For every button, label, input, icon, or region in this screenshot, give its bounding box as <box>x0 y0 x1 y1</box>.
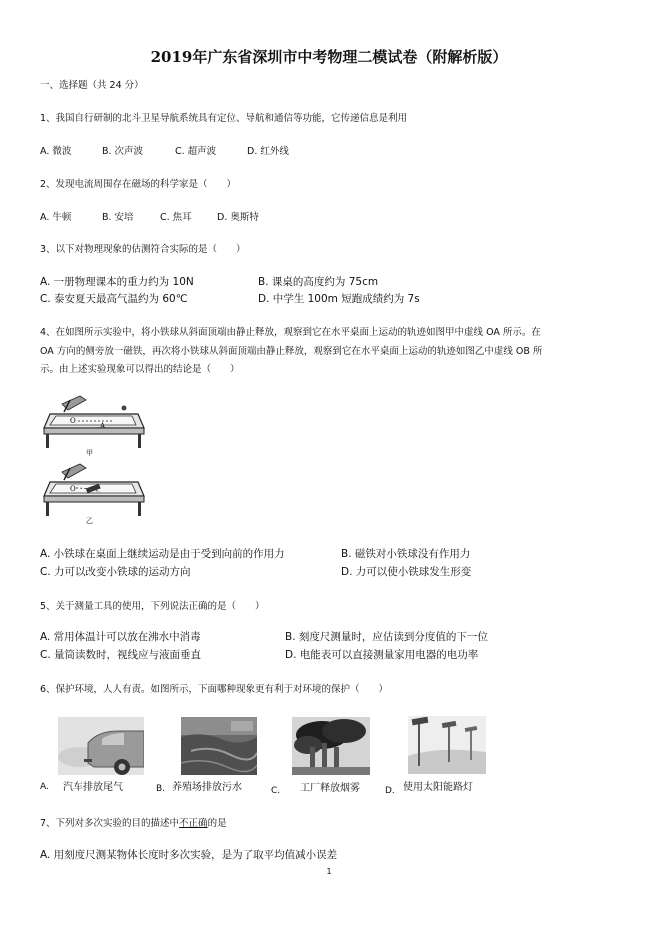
q4-option-c: C. 力可以改变小铁球的运动方向 <box>40 566 191 578</box>
question-7-stem-underlined: 不正确 <box>179 818 208 829</box>
q1-option-b: B. 次声波 <box>102 146 144 157</box>
q6-caption-c: 工厂释放烟雾 <box>300 783 360 794</box>
q2-option-b: B. 安培 <box>102 212 134 223</box>
q3-option-c: C. 泰安夏天最高气温约为 60℃ <box>40 293 188 305</box>
figure-jia-incline-table <box>40 392 148 452</box>
question-7-stem-suffix: 的是 <box>207 818 227 829</box>
page-number: 1 <box>326 867 332 876</box>
q1-option-d: D. 红外线 <box>247 146 289 157</box>
svg-text:O: O <box>70 485 76 493</box>
question-3-stem: 3、以下对物理现象的估测符合实际的是（ ） <box>40 244 246 255</box>
q4-option-a: A. 小铁球在桌面上继续运动是由于受到向前的作用力 <box>40 548 285 560</box>
q6-caption-d: 使用太阳能路灯 <box>403 782 473 793</box>
question-5-stem: 5、关于测量工具的使用，下列说法正确的是（ ） <box>40 601 265 612</box>
question-4-stem-line2: OA 方向的侧旁放一磁铁，再次将小铁球从斜面顶端由静止释放，观察到它在水平桌面上运动的轨迹如图乙中虚线 OB 所 <box>40 346 543 357</box>
q1-option-c: C. 超声波 <box>175 146 217 157</box>
solar-street-lamp-photo <box>408 716 486 774</box>
q6-letter-c: C. <box>271 786 281 796</box>
section-heading: 一、选择题（共 24 分） <box>40 80 144 91</box>
q5-option-b: B. 刻度尺测量时，应估读到分度值的下一位 <box>285 631 488 643</box>
figure-yi-label: 乙 <box>86 517 93 525</box>
q4-option-b: B. 磁铁对小铁球没有作用力 <box>341 548 471 560</box>
q2-option-a: A. 牛顿 <box>40 212 72 223</box>
figure-jia-label: 甲 <box>86 449 93 457</box>
factory-smoke-photo <box>292 717 370 775</box>
question-1-stem: 1、我国自行研制的北斗卫星导航系统具有定位、导航和通信等功能，它传递信息是利用 <box>40 113 408 124</box>
q3-option-d: D. 中学生 100m 短跑成绩约为 7s <box>258 293 420 305</box>
q1-option-a: A. 微波 <box>40 146 72 157</box>
q5-option-d: D. 电能表可以直接测量家用电器的电功率 <box>285 649 479 661</box>
q4-option-d: D. 力可以使小铁球发生形变 <box>341 566 472 578</box>
q6-caption-b: 养殖场排放污水 <box>172 782 242 793</box>
svg-text:O: O <box>70 417 76 425</box>
q2-option-c: C. 焦耳 <box>160 212 192 223</box>
question-7-stem-prefix: 7、下列对多次实验的目的描述中 <box>40 818 180 829</box>
question-4-stem-line1: 4、在如图所示实验中，将小铁球从斜面顶端由静止释放，观察到它在水平桌面上运动的轨迹如图甲中虚线 OA 所示。在 <box>40 327 541 338</box>
figure-yi-incline-table-with-magnet <box>40 460 148 522</box>
q2-option-d: D. 奥斯特 <box>217 212 259 223</box>
q5-option-c: C. 量筒读数时，视线应与液面垂直 <box>40 649 202 661</box>
question-7-stem <box>40 815 227 829</box>
question-2-stem: 2、发现电流周围存在磁场的科学家是（ ） <box>40 179 237 190</box>
q6-caption-a: 汽车排放尾气 <box>63 782 123 793</box>
q6-letter-a: A. <box>40 782 49 792</box>
q5-option-a: A. 常用体温计可以放在沸水中消毒 <box>40 631 201 643</box>
q3-option-a: A. 一册物理课本的重力约为 10N <box>40 276 194 288</box>
farm-sewage-photo <box>181 717 257 775</box>
page-title: 2019年广东省深圳市中考物理二模试卷（附解析版） <box>150 48 508 66</box>
q3-option-b: B. 课桌的高度约为 75cm <box>258 276 379 288</box>
q6-letter-d: D. <box>385 786 395 796</box>
question-4-stem-line3: 示。由上述实验现象可以得出的结论是（ ） <box>40 364 240 375</box>
svg-text:A: A <box>100 422 106 430</box>
question-6-stem: 6、保护环境，人人有责。如图所示，下面哪种现象更有利于对环境的保护（ ） <box>40 684 389 695</box>
q7-option-a: A. 用刻度尺测某物体长度时多次实验，是为了取平均值减小误差 <box>40 849 338 861</box>
car-exhaust-photo <box>58 717 144 775</box>
q6-letter-b: B. <box>156 784 166 794</box>
